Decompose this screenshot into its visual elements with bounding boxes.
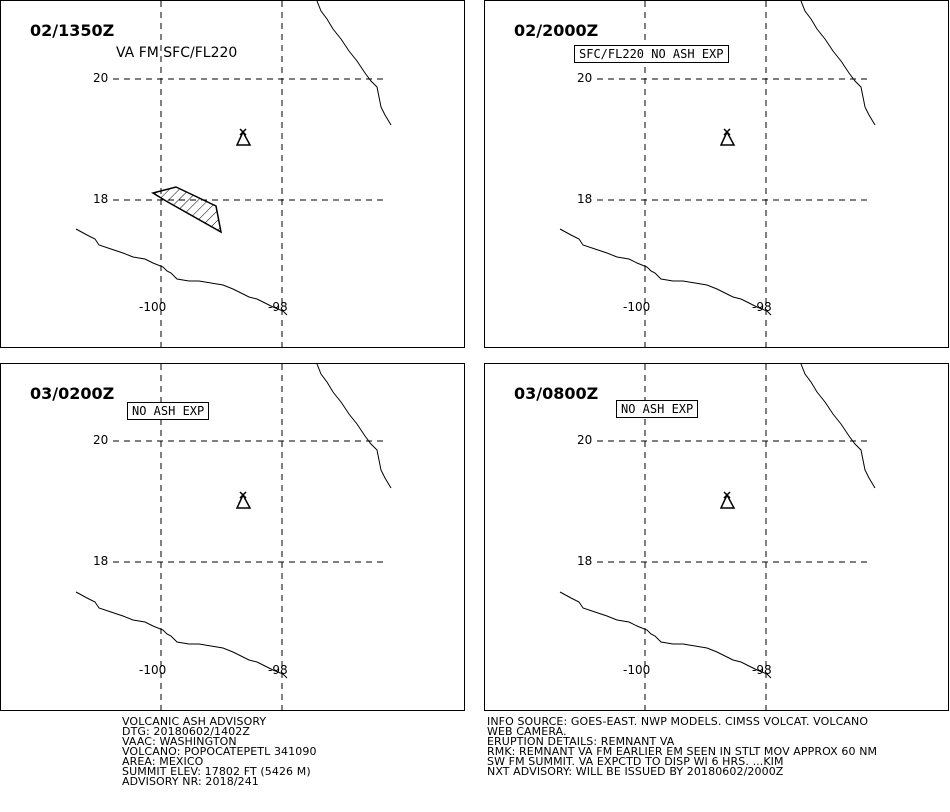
- panel-ash-note: NO ASH EXP: [616, 400, 698, 418]
- panel-ash-note: VA FM SFC/FL220: [116, 45, 238, 61]
- lat-label-20: 20: [93, 71, 109, 85]
- advisory-line: SUMMIT ELEV: 17802 FT (5426 M): [122, 765, 311, 778]
- advisory-line: NXT ADVISORY: WILL BE ISSUED BY 20180602/2000Z: [487, 765, 784, 778]
- coastline-north: [801, 364, 875, 488]
- map-panel-4: [484, 363, 949, 711]
- advisory-line: VOLCANIC ASH ADVISORY: [122, 715, 267, 728]
- lon-label-minus100: -100: [139, 300, 167, 314]
- advisory-line: WEB CAMERA.: [487, 725, 567, 738]
- lon-label-minus100: -100: [623, 300, 651, 314]
- map-panel-3: [0, 363, 465, 711]
- panel-ash-note: SFC/FL220 NO ASH EXP: [574, 45, 729, 63]
- volcano-icon: [237, 129, 250, 145]
- lat-label-18: 18: [93, 554, 109, 568]
- coastline-north: [317, 364, 391, 488]
- panel-ash-note: NO ASH EXP: [127, 402, 209, 420]
- lat-label-20: 20: [577, 433, 593, 447]
- lat-label-18: 18: [577, 554, 593, 568]
- advisory-details-block: [487, 717, 877, 777]
- volcano-icon: [721, 129, 734, 145]
- panel-valid-time: 03/0800Z: [514, 384, 599, 403]
- lat-label-18: 18: [577, 192, 593, 206]
- coastline-north: [317, 1, 391, 125]
- advisory-line: SW FM SUMMIT. VA EXPCTD TO DISP WI 6 HRS. ...KIM: [487, 755, 784, 768]
- advisory-line: INFO SOURCE: GOES-EAST. NWP MODELS. CIMSS VOLCAT. VOLCANO: [487, 715, 869, 728]
- volcano-icon: [237, 492, 250, 508]
- advisory-line: AREA: MEXICO: [122, 755, 204, 768]
- lon-label-minus98: -98: [752, 300, 772, 314]
- coastline-south: [76, 229, 287, 315]
- lon-label-minus100: -100: [139, 663, 167, 677]
- advisory-line: VAAC: WASHINGTON: [122, 735, 237, 748]
- map-canvas: [1, 364, 465, 711]
- advisory-line: ERUPTION DETAILS: REMNANT VA: [487, 735, 675, 748]
- map-panel-2: [484, 0, 949, 348]
- coastline-north: [801, 1, 875, 125]
- lat-label-18: 18: [93, 192, 109, 206]
- panel-valid-time: 02/2000Z: [514, 21, 599, 40]
- advisory-header-block: [122, 717, 317, 787]
- panel-valid-time: 02/1350Z: [30, 21, 115, 40]
- lat-label-20: 20: [577, 71, 593, 85]
- ash-area-polygon: [153, 187, 221, 232]
- advisory-line: RMK: REMNANT VA FM EARLIER EM SEEN IN STLT MOV APPROX 60 NM: [487, 745, 878, 758]
- coastline-south: [560, 592, 771, 678]
- lon-label-minus100: -100: [623, 663, 651, 677]
- lon-label-minus98: -98: [268, 300, 288, 314]
- coastline-south: [560, 229, 771, 315]
- map-canvas: [485, 364, 949, 711]
- lat-label-20: 20: [93, 433, 109, 447]
- advisory-line: VOLCANO: POPOCATEPETL 341090: [122, 745, 317, 758]
- lon-label-minus98: -98: [268, 663, 288, 677]
- advisory-line: DTG: 20180602/1402Z: [122, 725, 251, 738]
- coastline-south: [76, 592, 287, 678]
- map-panel-1: [0, 0, 465, 348]
- lon-label-minus98: -98: [752, 663, 772, 677]
- advisory-line: ADVISORY NR: 2018/241: [122, 775, 259, 788]
- panel-valid-time: 03/0200Z: [30, 384, 115, 403]
- volcano-icon: [721, 492, 734, 508]
